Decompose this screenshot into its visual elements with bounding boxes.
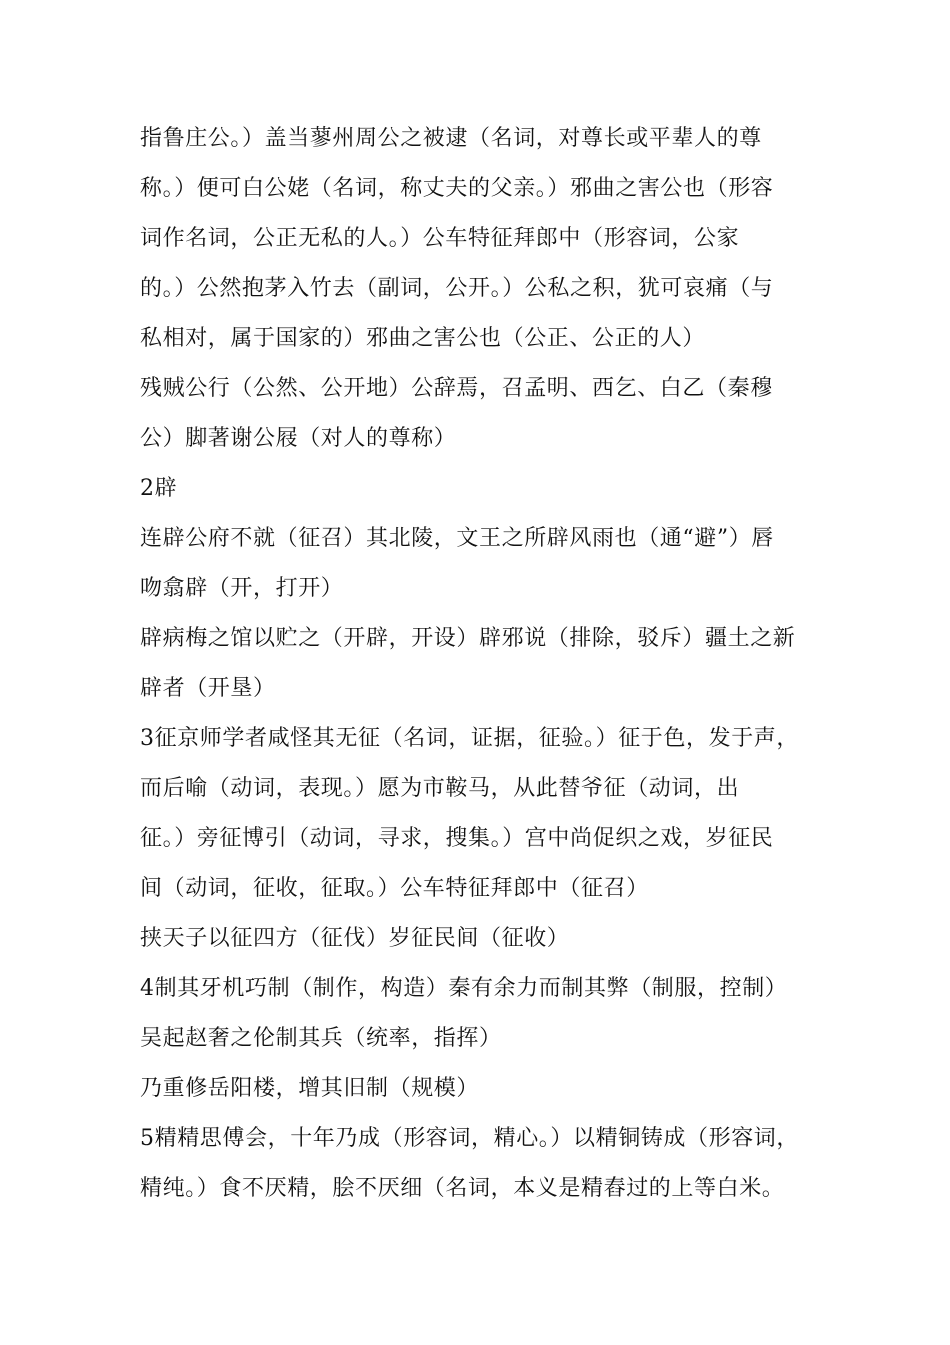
text-line: 精纯。）食不厌精，脍不厌细（名词，本义是精舂过的上等白米。 (140, 1176, 785, 1201)
text-line: 辟者（开垦） (140, 676, 276, 701)
text-line: 公）脚著谢公屐（对人的尊称） (140, 426, 457, 451)
text-line: 辟病梅之馆以贮之（开辟，开设）辟邪说（排除，驳斥）疆土之新 (140, 626, 796, 651)
text-line: 称。）便可白公姥（名词，称丈夫的父亲。）邪曲之害公也（形容 (140, 176, 774, 201)
text-line: 吴起赵奢之伦制其兵（统率，指挥） (140, 1026, 502, 1051)
text-line: 5精精思傅会，十年乃成（形容词，精心。）以精铜铸成（形容词， (140, 1126, 799, 1151)
text-line: 间（动词，征收，征取。）公车特征拜郎中（征召） (140, 876, 649, 901)
text-line: 连辟公府不就（征召）其北陵，文王之所辟风雨也（通“避”）唇 (140, 526, 774, 551)
text-line: 私相对，属于国家的）邪曲之害公也（公正、公正的人） (140, 326, 706, 351)
text-line: 词作名词，公正无私的人。）公车特征拜郎中（形容词，公家 (140, 226, 740, 251)
text-line: 而后喻（动词，表现。）愿为市鞍马，从此替爷征（动词，出 (140, 776, 740, 801)
text-line: 吻翕辟（开，打开） (140, 576, 344, 601)
text-line: 乃重修岳阳楼，增其旧制（规模） (140, 1076, 480, 1101)
text-line: 征。）旁征博引（动词，寻求，搜集。）宫中尚促织之戏，岁征民 (140, 826, 774, 851)
text-line: 的。）公然抱茅入竹去（副词，公开。）公私之积，犹可哀痛（与 (140, 276, 774, 301)
section-heading: 2辟 (140, 476, 178, 501)
text-line: 指鲁庄公。）盖当蓼州周公之被逮（名词，对尊长或平辈人的尊 (140, 126, 762, 151)
text-line: 挟天子以征四方（征伐）岁征民间（征收） (140, 926, 570, 951)
text-line: 3征京师学者咸怪其无征（名词，证据，征验。）征于色，发于声， (140, 726, 799, 751)
text-line: 残贼公行（公然、公开地）公辞焉，召孟明、西乞、白乙（秦穆 (140, 376, 773, 401)
text-line: 4制其牙机巧制（制作，构造）秦有余力而制其弊（制服，控制） (140, 976, 788, 1001)
